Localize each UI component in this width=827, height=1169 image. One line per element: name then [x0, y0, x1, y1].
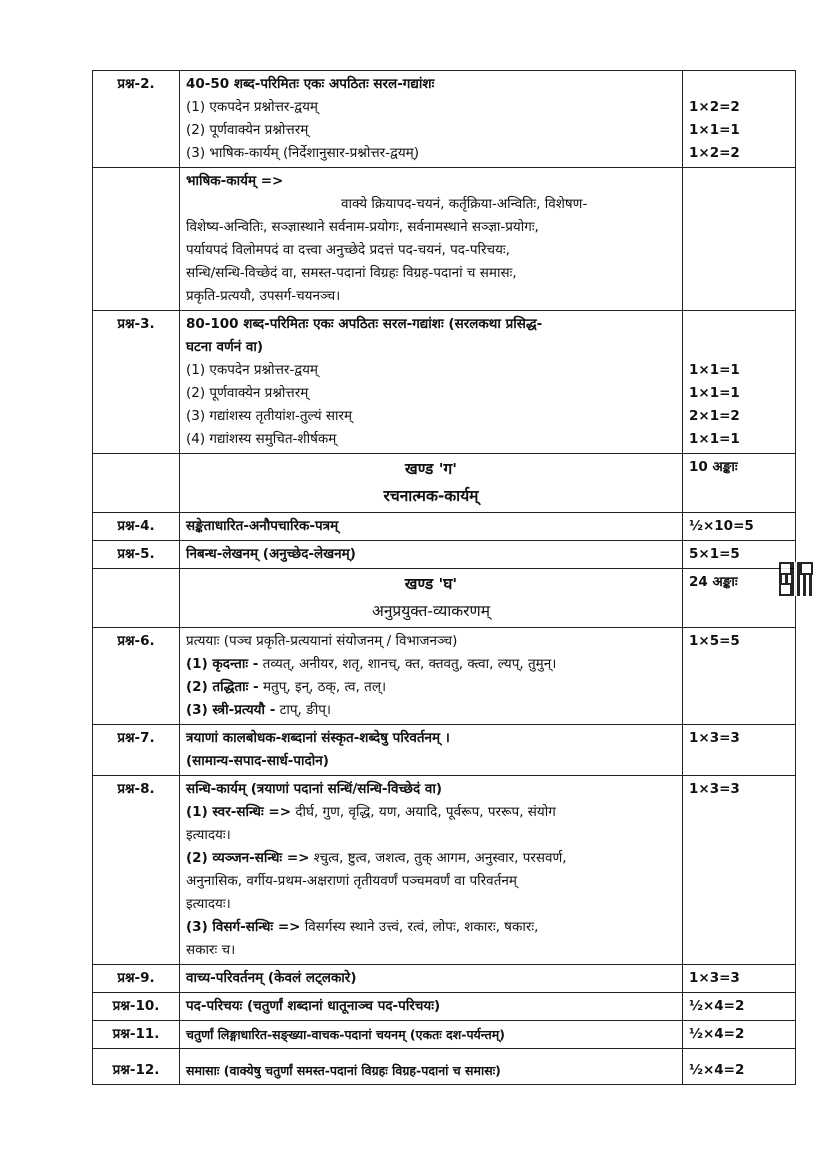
question-number: प्रश्न-4.: [93, 513, 180, 541]
table-row: [93, 1021, 796, 1049]
para-line: सन्धि/सन्धि-विच्छेदं वा, समस्त-पदानां विग्रहः विग्रह-पदानां च समासः,: [186, 265, 517, 281]
section-row: [93, 569, 796, 628]
section-title: खण्ड 'ग': [405, 460, 457, 478]
sub-item: (3) भाषिक-कार्यम् (निर्देशानुसार-प्रश्नोत्तर-द्वयम्): [186, 145, 419, 161]
question-heading: घटना वर्णनं वा): [186, 339, 264, 355]
question-number: प्रश्न-6.: [93, 628, 180, 725]
question-text: निबन्ध-लेखनम् (अनुच्छेद-लेखनम्): [180, 541, 683, 569]
question-text: पद-परिचयः (चतुर्णां शब्दानां धातूनाञ्च पद-परिचयः): [180, 993, 683, 1021]
question-text: सङ्केताधारित-अनौपचारिक-पत्रम्: [180, 513, 683, 541]
question-heading: 80-100 शब्द-परिमितः एकः अपठितः सरल-गद्यांशः (सरलकथा प्रसिद्ध-: [186, 316, 543, 332]
para-line: पर्यायपदं विलोमपदं वा दत्त्वा अनुच्छेदे प्रदत्तं पद-चयनं, पद-परिचयः,: [186, 242, 510, 258]
sub-label: (1) स्वर-सन्धिः =>: [186, 804, 292, 820]
sub-text: अनुनासिक, वर्गीय-प्रथम-अक्षराणां तृतीयवर्णं पञ्चमवर्णं वा परिवर्तनम्: [186, 873, 517, 889]
marks: 2×1=2: [689, 408, 740, 424]
section-subtitle: रचनात्मक-कार्यम्: [383, 487, 479, 505]
question-number: प्रश्न-9.: [93, 965, 180, 993]
section-marks: 10 अङ्काः: [683, 454, 796, 513]
question-number: प्रश्न-7.: [93, 725, 180, 776]
marks: 1×2=2: [689, 145, 740, 161]
sub-label: (2) व्यञ्जन-सन्धिः =>: [186, 850, 310, 866]
marks: 1×1=1: [689, 362, 740, 378]
sub-label: (1) कृदन्ताः -: [186, 656, 259, 672]
table-row: [93, 513, 796, 541]
qr-code-icon: [779, 562, 813, 596]
sub-item: (2) पूर्णवाक्येन प्रश्नोत्तरम्: [186, 122, 309, 138]
section-subtitle: अनुप्रयुक्त-व्याकरणम्: [371, 602, 490, 620]
marking-scheme-table: [92, 70, 796, 1085]
sub-text: इत्यादयः।: [186, 827, 231, 843]
sub-item: (2) पूर्णवाक्येन प्रश्नोत्तरम्: [186, 385, 309, 401]
sub-text: टाप्, ङीप्।: [279, 702, 332, 718]
marks: ½×4=2: [683, 1021, 796, 1049]
marks: 1×3=3: [683, 776, 796, 965]
marks: 1×1=1: [689, 122, 740, 138]
marks: 1×1=1: [689, 431, 740, 447]
table-row: [93, 628, 796, 725]
sub-item: (1) एकपदेन प्रश्नोत्तर-द्वयम्: [186, 362, 318, 378]
sub-text: सकारः च।: [186, 942, 236, 958]
question-number: प्रश्न-3.: [93, 311, 180, 454]
sub-text: इत्यादयः।: [186, 896, 231, 912]
sub-item: (3) गद्यांशस्य तृतीयांश-तुल्यं सारम्: [186, 408, 353, 424]
marks: 1×3=3: [683, 965, 796, 993]
question-number: प्रश्न-2.: [93, 71, 180, 168]
sub-item: (4) गद्यांशस्य समुचित-शीर्षकम्: [186, 431, 337, 447]
sub-text: तव्यत्, अनीयर, शतृ, शानच्, क्त, क्तवतु, क्त्वा, ल्यप्, तुमुन्।: [262, 656, 557, 672]
para-heading: भाषिक-कार्यम् =>: [186, 173, 284, 189]
table-row: [93, 311, 796, 454]
section-marks: 24 अङ्काः: [683, 569, 796, 628]
question-text: त्रयाणां कालबोधक-शब्दानां संस्कृत-शब्देषु परिवर्तनम् ।: [186, 730, 450, 746]
para-line: प्रकृति-प्रत्ययौ, उपसर्ग-चयनञ्च।: [186, 288, 341, 304]
sub-label: (3) स्त्री-प्रत्ययौ -: [186, 702, 276, 718]
marks: ½×4=2: [683, 1049, 796, 1085]
table-row: [93, 71, 796, 168]
question-heading: प्रत्ययाः (पञ्च प्रकृति-प्रत्ययानां संयोजनम् / विभाजनञ्च): [186, 633, 458, 649]
question-number: प्रश्न-11.: [93, 1021, 180, 1049]
sub-text: विसर्गस्य स्थाने उत्त्वं, रत्वं, लोपः, शकारः, षकारः,: [304, 919, 539, 935]
question-number: प्रश्न-5.: [93, 541, 180, 569]
question-number: प्रश्न-8.: [93, 776, 180, 965]
question-note: (सामान्य-सपाद-सार्ध-पादोन): [186, 753, 329, 769]
table-row: [93, 168, 796, 311]
question-number: प्रश्न-10.: [93, 993, 180, 1021]
table-row: [93, 1049, 796, 1085]
section-title: खण्ड 'घ': [404, 575, 458, 593]
marks: 1×3=3: [683, 725, 796, 776]
marks: 1×2=2: [689, 99, 740, 115]
marks: 1×5=5: [683, 628, 796, 725]
sub-item: (1) एकपदेन प्रश्नोत्तर-द्वयम्: [186, 99, 318, 115]
sub-text: श्चुत्व, ष्टुत्व, जशत्व, तुक् आगम, अनुस्वार, परसवर्ण,: [313, 850, 567, 866]
table-row: [93, 993, 796, 1021]
sub-label: (2) तद्धिताः -: [186, 679, 259, 695]
marks: ½×10=5: [683, 513, 796, 541]
marks: 1×1=1: [689, 385, 740, 401]
question-number: प्रश्न-12.: [93, 1049, 180, 1085]
sub-text: मतुप्, इन्, ठक्, त्व, तल्।: [262, 679, 387, 695]
table-row: [93, 541, 796, 569]
para-line: वाक्ये क्रियापद-चयनं, कर्तृक्रिया-अन्वितिः, विशेषण-: [341, 196, 588, 212]
table-row: [93, 725, 796, 776]
question-text: चतुर्णां लिङ्गाधारित-सङ्ख्या-वाचक-पदानां चयनम् (एकतः दश-पर्यन्तम्): [180, 1021, 683, 1049]
table-row: [93, 776, 796, 965]
marks: ½×4=2: [683, 993, 796, 1021]
question-heading: सन्धि-कार्यम् (त्रयाणां पदानां सन्धिं/सन्धि-विच्छेदं वा): [186, 781, 442, 797]
question-heading: 40-50 शब्द-परिमितः एकः अपठितः सरल-गद्यांशः: [186, 76, 435, 92]
table-row: [93, 965, 796, 993]
sub-text: दीर्घ, गुण, वृद्धि, यण, अयादि, पूर्वरूप, पररूप, संयोग: [295, 804, 556, 820]
section-row: [93, 454, 796, 513]
para-line: विशेष्य-अन्वितिः, सञ्ज्ञास्थाने सर्वनाम-प्रयोगः, सर्वनामस्थाने सञ्ज्ञा-प्रयोगः,: [186, 219, 539, 235]
sub-label: (3) विसर्ग-सन्धिः =>: [186, 919, 301, 935]
marks: 5×1=5: [683, 541, 796, 569]
question-text: वाच्य-परिवर्तनम् (केवलं लट्लकारे): [180, 965, 683, 993]
question-text: समासाः (वाक्येषु चतुर्णां समस्त-पदानां विग्रहः विग्रह-पदानां च समासः): [180, 1049, 683, 1085]
